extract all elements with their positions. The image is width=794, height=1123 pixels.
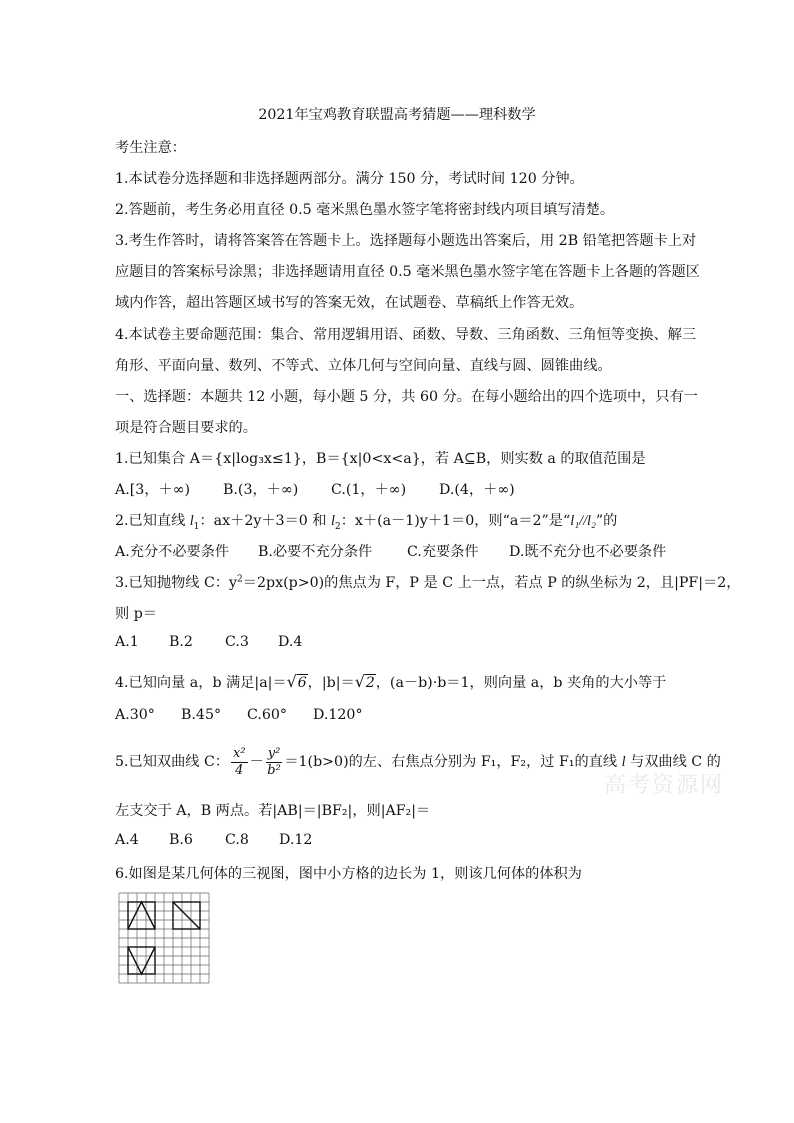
- grid-lines: [119, 893, 209, 983]
- option-d: D.既不充分也不必要条件: [509, 544, 667, 560]
- q2-text-d: ”的: [595, 513, 618, 529]
- option-a: A.4: [115, 832, 139, 848]
- line-l: l: [621, 754, 626, 770]
- sqrt-2: √ 2: [354, 672, 375, 691]
- option-d: D.120°: [313, 707, 363, 723]
- question-3-options: [115, 634, 302, 650]
- fraction-denominator: b²: [267, 762, 281, 778]
- question-5-stem-cont: 左支交于 A，B 两点。若|AB|＝|BF₂|，则|AF₂|＝: [115, 803, 431, 819]
- q3-text-b: ＝2px(p>0)的焦点为 F，P 是 C 上一点，若点 P 的纵坐标为 2，且|PF|＝2，: [242, 575, 741, 591]
- top-view: [128, 947, 155, 974]
- section-heading-cont: 项是符合题目要求的。: [115, 420, 257, 436]
- line-l2: l: [331, 513, 335, 529]
- option-c: C.60°: [247, 707, 288, 723]
- fraction-numerator: y²: [267, 745, 281, 761]
- notice-line: 角形、平面向量、数列、不等式、立体几何与空间向量、直线与圆、圆锥曲线。: [115, 358, 612, 374]
- line-l2-sub: 2: [334, 521, 341, 532]
- option-a: A.充分不必要条件: [115, 544, 230, 560]
- radicand-6: 6: [297, 675, 307, 691]
- q3-text-a: 3.已知抛物线 C：y: [115, 575, 238, 591]
- question-3-stem: [115, 572, 740, 592]
- question-4-stem: [115, 672, 666, 692]
- radicand-2: 2: [365, 675, 375, 691]
- notice-line: 域内作答，超出答题区域书写的答案无效，在试题卷、草稿纸上作答无效。: [115, 295, 584, 311]
- minus-sign: －: [249, 754, 264, 770]
- option-b: B.必要不充分条件: [258, 544, 373, 560]
- three-view-diagram: [118, 892, 210, 986]
- notice-heading: 考生注意：: [115, 140, 186, 156]
- watermark: 高考资源网: [604, 773, 725, 798]
- option-d: D.12: [279, 832, 313, 848]
- option-c: C.(1，＋∞): [331, 482, 407, 498]
- question-1-stem: 1.已知集合 A＝{x|log₃x≤1}，B＝{x|0<x<a}，若 A⊆B，则实数 a 的取值范围是: [115, 451, 646, 467]
- question-4-options: [115, 707, 363, 723]
- notice-line: 2.答题前，考生务必用直径 0.5 毫米黑色墨水签字笔将密封线内项目填写清楚。: [115, 202, 615, 218]
- option-a: A.30°: [115, 707, 155, 723]
- option-a: A.[3，＋∞): [115, 482, 191, 498]
- q4-text-c: ，(a－b)·b＝1，则向量 a，b 夹角的大小等于: [375, 675, 667, 691]
- notice-line: 应题目的答案标号涂黑；非选择题请用直径 0.5 毫米黑色墨水签字笔在答题卡上各题的答题区: [115, 264, 700, 280]
- question-5-options: [115, 832, 312, 848]
- q2-text-c: ：x＋(a－1)y＋1＝0，则“a＝2”是“: [340, 513, 571, 529]
- question-1-options: [115, 479, 515, 499]
- q3-exponent: 2: [237, 574, 243, 585]
- question-2-options: [115, 541, 666, 561]
- notice-line: 3.考生作答时，请将答案答在答题卡上。选择题每小题选出答案后，用 2B 铅笔把答题卡上对: [115, 233, 697, 249]
- q4-text-a: 4.已知向量 a，b 满足|a|＝: [115, 675, 287, 691]
- parallel-expr: l₁//l₂: [570, 513, 596, 529]
- sqrt-6: √ 6: [286, 672, 307, 691]
- fraction-y2-over-b2: [266, 746, 283, 779]
- page-title: 2021年宝鸡教育联盟高考猜题——理科数学: [258, 107, 536, 123]
- fraction-denominator: 4: [235, 762, 244, 778]
- q2-text-b: ：ax＋2y＋3＝0 和: [199, 513, 331, 529]
- line-l1-sub: 1: [193, 521, 200, 532]
- option-d: D.(4，＋∞): [439, 482, 515, 498]
- option-c: C.3: [225, 634, 249, 650]
- q5-text-c: 与双曲线 C 的: [625, 754, 721, 770]
- question-6-stem: 6.如图是某几何体的三视图，图中小方格的边长为 1，则该几何体的体积为: [115, 866, 582, 882]
- section-heading: 一、选择题：本题共 12 小题，每小题 5 分，共 60 分。在每小题给出的四个选项中，只有一: [115, 389, 698, 405]
- q4-text-b: ，|b|＝: [307, 675, 355, 691]
- notice-line: 4.本试卷主要命题范围：集合、常用逻辑用语、函数、导数、三角函数、三角恒等变换、解三: [115, 327, 697, 343]
- q5-text-b: ＝1(b>0)的左、右焦点分别为 F₁，F₂，过 F₁的直线: [284, 754, 622, 770]
- option-c: C.充要条件: [407, 544, 479, 560]
- question-3-stem-cont: 则 p＝: [115, 606, 157, 622]
- front-view: [128, 902, 155, 929]
- option-b: B.6: [169, 832, 193, 848]
- fraction-x2-over-4: [231, 746, 248, 779]
- fraction-numerator: x²: [233, 745, 246, 761]
- q5-text-a: 5.已知双曲线 C：: [115, 754, 230, 770]
- option-d: D.4: [278, 634, 303, 650]
- option-b: B.2: [169, 634, 193, 650]
- option-b: B.45°: [181, 707, 222, 723]
- option-a: A.1: [115, 634, 139, 650]
- q2-text-a: 2.已知直线: [115, 513, 190, 529]
- option-b: B.(3，＋∞): [223, 482, 299, 498]
- side-view: [173, 902, 200, 929]
- notice-line: 1.本试卷分选择题和非选择题两部分。满分 150 分，考试时间 120 分钟。: [115, 171, 584, 187]
- question-2-stem: [115, 510, 617, 532]
- option-c: C.8: [225, 832, 249, 848]
- line-l1: l: [189, 513, 194, 529]
